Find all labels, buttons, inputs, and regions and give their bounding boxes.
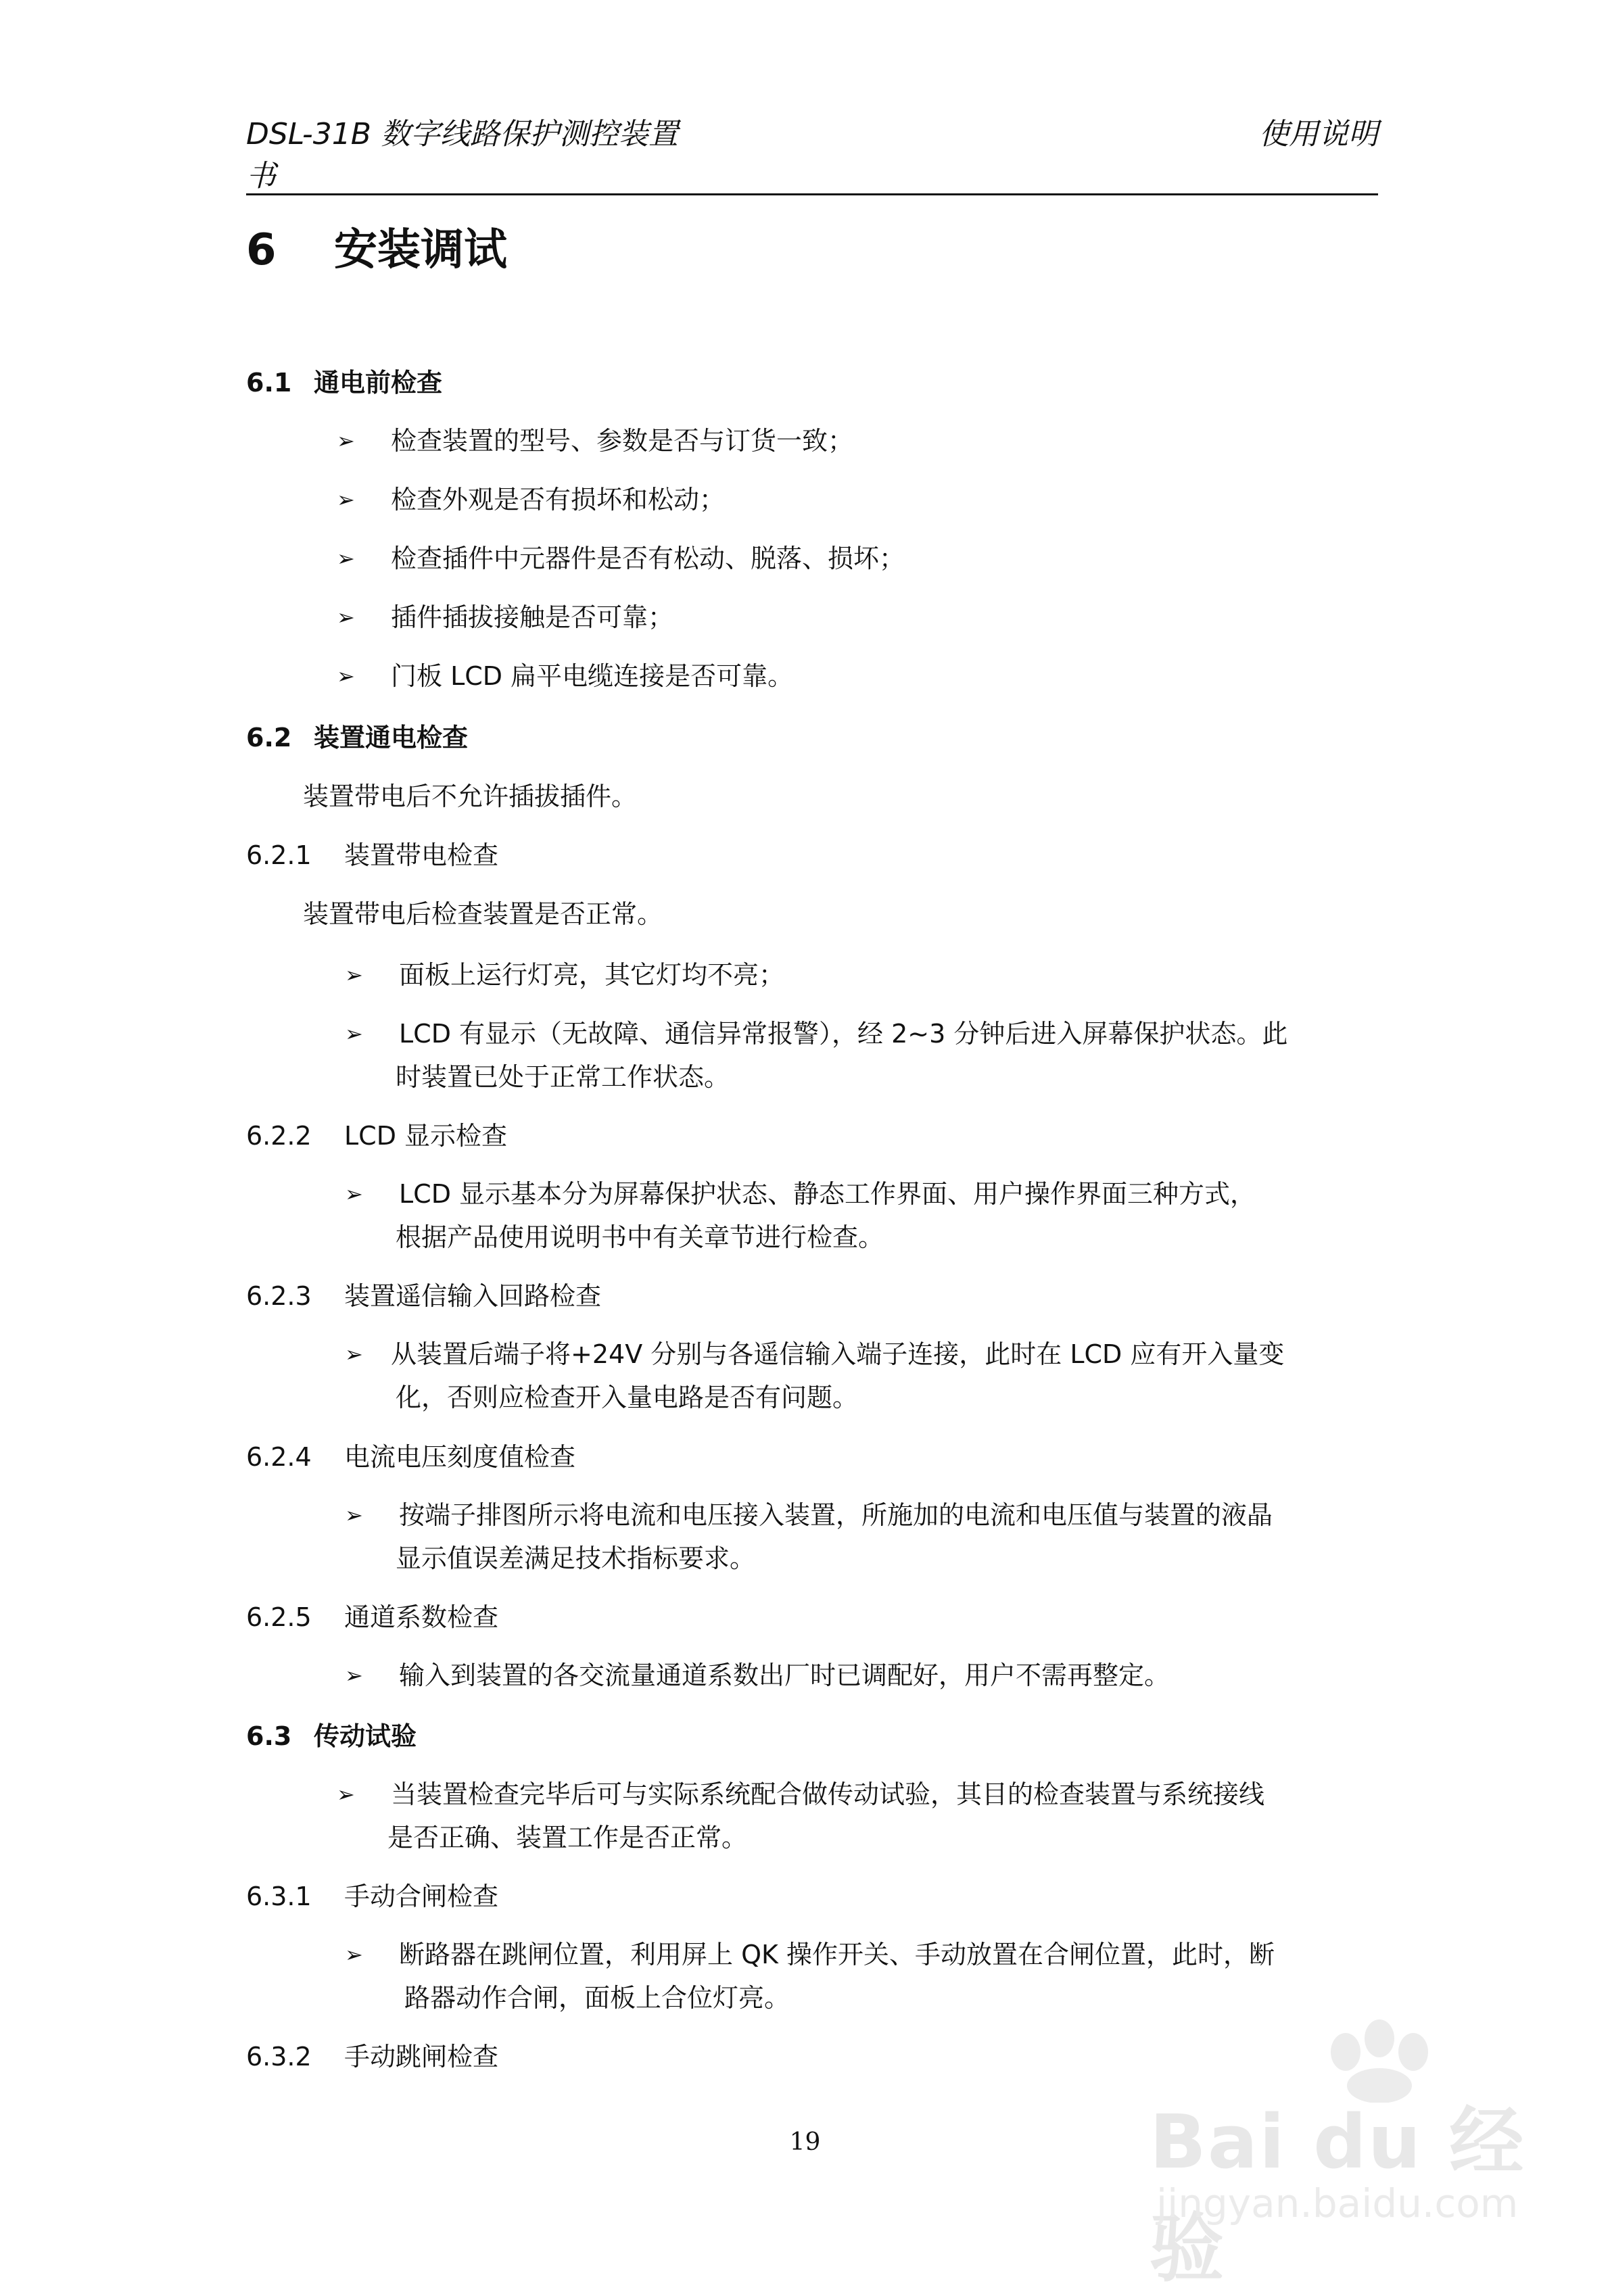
subsection-title: 电流电压刻度值检查 — [344, 1442, 576, 1472]
list-item-text: 按端子排图所示将电流和电压接入装置，所施加的电流和电压值与装置的液晶 — [399, 1500, 1273, 1530]
list-item-text: 输入到装置的各交流量通道系数出厂时已调配好，用户不需再整定。 — [399, 1660, 1170, 1690]
list-item-text-cont: 化，否则应检查开入量电路是否有问题。 — [396, 1383, 859, 1412]
arrow-bullet-icon: ➢ — [337, 604, 355, 630]
list-item-text-cont: 是否正确、装置工作是否正常。 — [387, 1823, 748, 1852]
list-item-text: 断路器在跳闸位置，利用屏上 QK 操作开关、手动放置在合闸位置，此时，断 — [399, 1940, 1275, 1969]
subsection-title: 手动合闸检查 — [344, 1882, 499, 1911]
list-item-text: LCD 显示基本分为屏幕保护状态、静态工作界面、用户操作界面三种方式， — [399, 1179, 1256, 1209]
arrow-bullet-icon: ➢ — [345, 1502, 363, 1528]
section-6-3-heading — [246, 1717, 417, 1755]
list-item-text: 插件插拔接触是否可靠； — [391, 602, 674, 632]
section-number: 6.3 — [246, 1721, 292, 1751]
paragraph: 装置带电后不允许插拔插件。 — [303, 782, 638, 811]
arrow-bullet-icon: ➢ — [337, 1781, 355, 1807]
subsection-title: LCD 显示检查 — [344, 1121, 508, 1151]
subsection-6-3-1-heading — [246, 1878, 498, 1915]
list-item-text-cont: 路器动作合闸，面板上合位灯亮。 — [404, 1983, 790, 2013]
list-item-text: 检查插件中元器件是否有松动、脱落、损坏； — [391, 544, 905, 573]
subsection-number: 6.2.5 — [246, 1602, 312, 1632]
running-header-title — [246, 114, 678, 197]
list-item-text: 检查外观是否有损坏和松动； — [391, 485, 726, 515]
watermark-brand: Bai du 经验 — [1150, 2099, 1525, 2292]
subsection-6-2-5-heading — [246, 1598, 498, 1636]
subsection-6-2-2-heading — [246, 1117, 507, 1155]
subsection-number: 6.3.1 — [246, 1882, 312, 1911]
subsection-title: 装置带电检查 — [344, 840, 499, 870]
subsection-title: 装置遥信输入回路检查 — [344, 1281, 602, 1311]
header-rule — [246, 193, 1378, 195]
section-title: 装置通电检查 — [314, 723, 469, 752]
chapter-number: 6 — [246, 225, 277, 275]
subsection-6-2-3-heading — [246, 1277, 601, 1315]
section-number: 6.1 — [246, 368, 292, 398]
chapter-title: 安装调试 — [334, 225, 507, 275]
subsection-title: 通道系数检查 — [344, 1602, 499, 1632]
subsection-number: 6.2.4 — [246, 1442, 312, 1472]
arrow-bullet-icon: ➢ — [345, 1663, 363, 1688]
subsection-6-3-2-heading — [246, 2038, 498, 2076]
list-item-text: LCD 有显示（无故障、通信异常报警），经 2~3 分钟后进入屏幕保护状态。此 — [399, 1019, 1288, 1049]
subsection-title: 手动跳闸检查 — [344, 2042, 499, 2072]
arrow-bullet-icon: ➢ — [337, 663, 355, 689]
arrow-bullet-icon: ➢ — [345, 1942, 363, 1967]
arrow-bullet-icon: ➢ — [345, 1181, 363, 1207]
arrow-bullet-icon: ➢ — [337, 546, 355, 571]
subsection-number: 6.2.2 — [246, 1121, 312, 1151]
list-item-text: 面板上运行灯亮，其它灯均不亮； — [399, 960, 785, 990]
paragraph: 装置带电后检查装置是否正常。 — [303, 899, 663, 929]
list-item-text: 门板 LCD 扁平电缆连接是否可靠。 — [391, 661, 794, 691]
running-header-title-line2: 书 — [246, 159, 276, 193]
watermark-url: jingyan.baidu.com — [1156, 2180, 1519, 2226]
list-item-text-cont: 时装置已处于正常工作状态。 — [396, 1062, 730, 1092]
section-title: 传动试验 — [314, 1721, 417, 1751]
subsection-6-2-1-heading — [246, 836, 498, 874]
list-item-text: 当装置检查完毕后可与实际系统配合做传动试验，其目的检查装置与系统接线 — [391, 1779, 1265, 1809]
chapter-heading — [246, 220, 507, 281]
arrow-bullet-icon: ➢ — [345, 1341, 363, 1367]
section-title: 通电前检查 — [314, 368, 443, 398]
page-number: 19 — [789, 2128, 821, 2156]
subsection-number: 6.2.3 — [246, 1281, 312, 1311]
section-number: 6.2 — [246, 723, 292, 752]
running-header-title-line1: DSL-31B 数字线路保护测控装置 — [246, 117, 678, 151]
list-item-text: 从装置后端子将+24V 分别与各遥信输入端子连接，此时在 LCD 应有开入量变 — [391, 1339, 1285, 1369]
baidu-jingyan-watermark — [1122, 2015, 1569, 2292]
list-item-text: 检查装置的型号、参数是否与订货一致； — [391, 426, 854, 456]
list-item-text-cont: 根据产品使用说明书中有关章节进行检查。 — [396, 1222, 884, 1252]
running-header-right: 使用说明 — [1259, 117, 1378, 151]
subsection-number: 6.2.1 — [246, 840, 312, 870]
arrow-bullet-icon: ➢ — [345, 962, 363, 988]
arrow-bullet-icon: ➢ — [345, 1021, 363, 1047]
subsection-number: 6.3.2 — [246, 2042, 312, 2072]
arrow-bullet-icon: ➢ — [337, 487, 355, 512]
arrow-bullet-icon: ➢ — [337, 428, 355, 454]
section-6-1-heading — [246, 364, 442, 402]
list-item-text-cont: 显示值误差满足技术指标要求。 — [396, 1544, 756, 1573]
section-6-2-heading — [246, 719, 468, 757]
subsection-6-2-4-heading — [246, 1438, 575, 1476]
